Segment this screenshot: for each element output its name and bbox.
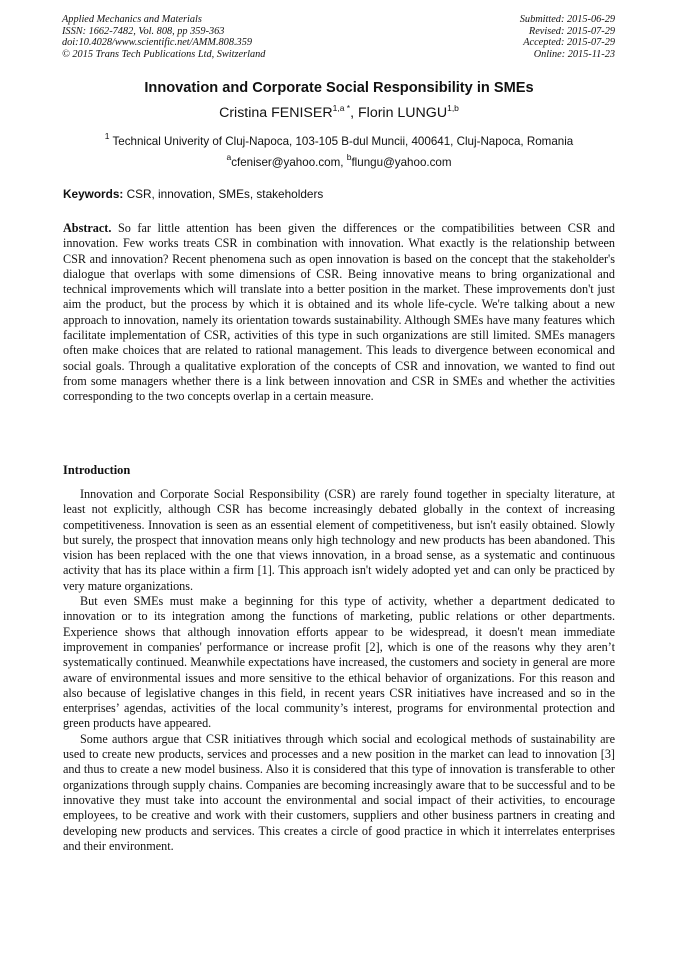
journal-name: Applied Mechanics and Materials [62, 14, 202, 25]
journal-copyright: © 2015 Trans Tech Publications Ltd, Switzerland [62, 48, 266, 60]
author-1: Cristina FENISER [219, 105, 333, 121]
abstract-text: So far little attention has been given the differences or the compatibilities between CSR and innovation. Few works treats CSR in combination with innovation. What exactly is the relationship between CSR and innovation? Recent phenomena such as open innovation is based on the concept that the stakeholder's dialogue that overlaps with some dimensions of CSR. Being innovative means to bring organizational and technical improvements which will translate into a better position in the market. These improvements don't just aim the product, but the process by which it is obtained and its whole life-cycle. We're talking about a new approach to innovation, namely its orientation towards sustainability. Although SMEs have many features which facilitate implementation of CSR, activities of this type in such organizations are still limited. SMEs managers often make choices that are related to rational management. This leads to divergence between economical and social goals. Through a qualitative exploration of the concepts of CSR and innovation, we wanted to find out from some managers whether there is a link between innovation and CSR in SMEs and whether the activities corresponding to the two concepts overlap in a certain measure. [63, 221, 615, 404]
author-2: Florin LUNGU [358, 105, 448, 121]
date-submitted: Submitted: 2015-06-29 [519, 14, 615, 25]
journal-header-left [62, 14, 265, 60]
journal-issn: ISSN: 1662-7482, Vol. 808, pp 359-363 [62, 25, 225, 37]
email-b: flungu@yahoo.com [351, 156, 452, 169]
keywords-label: Keywords: [63, 187, 124, 201]
email-b-superscript: b [346, 152, 352, 162]
intro-paragraph-3: Some authors argue that CSR initiatives through which social and ecological methods of sustainability are used to create new products, services and processes and a new position in the market can lead to innovation [3] and thus to create a new model business. Also it is considered that this type of innovation is transferable to other organizations through supply chains. Companies are becoming increasingly aware that to be successful and to be innovative they must take into account the environmental and social impact of their activities, to encourage employees, to be creative and work with their customers, suppliers and other business partners in creating and developing new products and services. This creates a circle of good practice in which it interrelates enterprises and their environment. [63, 731, 615, 853]
affiliation-text: Technical Univerity of Cluj-Napoca, 103-105 B-dul Muncii, 400641, Cluj-Napoca, Romania [109, 135, 574, 148]
section-heading-introduction: Introduction [63, 463, 131, 477]
journal-header-right [520, 14, 615, 60]
affiliation [0, 131, 678, 148]
keywords [63, 187, 323, 201]
email-a: cfeniser@yahoo.com [231, 156, 341, 169]
abstract [63, 221, 615, 405]
date-online: Online: 2015-11-23 [533, 48, 615, 60]
intro-paragraph-2: But even SMEs must make a beginning for this type of activity, whether a department dedicated to innovation or to its integration among the functions of marketing, public relations or other departments. Experience shows that although innovation efforts appear to be widespread, it doesn't mean immediate improvement in companies' performance or increase profit [2], which is one of the reasons why they aren’t systematically continued. Meanwhile expectations have increased, the customers and society in general are more aware of environmental issues and more sensitive to the ethical behavior of organizations. For this reason and also because of legislative changes in this field, in recent years CSR initiatives have increased and so in the enterprises’ agendas, activities of the local community’s interest, programs for environmental protection and green products have appeared. [63, 594, 615, 731]
email-a-superscript: a [226, 152, 232, 162]
author-line [0, 103, 678, 121]
introduction-body [63, 487, 615, 854]
paper-title: Innovation and Corporate Social Responsibility in SMEs [144, 80, 534, 96]
date-accepted: Accepted: 2015-07-29 [523, 37, 615, 49]
email-separator: , [340, 156, 347, 169]
author-1-superscript: 1,a * [332, 103, 351, 113]
intro-paragraph-1: Innovation and Corporate Social Responsibility (CSR) are rarely found together in specialty literature, at least not explicitly, although CSR has become increasingly debated globally in the context of increasing competitiveness. Innovation is seen as an essential element of competitiveness, but isn't easily obtained. Slowly but surely, the prospect that innovation means only high technology and new products has been abandoned. This vision has been replaced with the one that views innovation, in a broad sense, as a systematic and continuous activity that has its place within a firm [1]. This approach isn't widely adopted yet and can only be practiced by very mature organizations. [63, 487, 615, 593]
author-separator: , [350, 105, 358, 121]
journal-doi: doi:10.4028/www.scientific.net/AMM.808.359 [62, 37, 252, 49]
date-revised: Revised: 2015-07-29 [528, 25, 615, 37]
author-2-superscript: 1,b [447, 103, 459, 113]
affiliation-superscript: 1 [104, 131, 110, 141]
keywords-text: CSR, innovation, SMEs, stakeholders [123, 187, 324, 201]
abstract-label: Abstract. [63, 221, 112, 235]
email-line [0, 152, 678, 169]
